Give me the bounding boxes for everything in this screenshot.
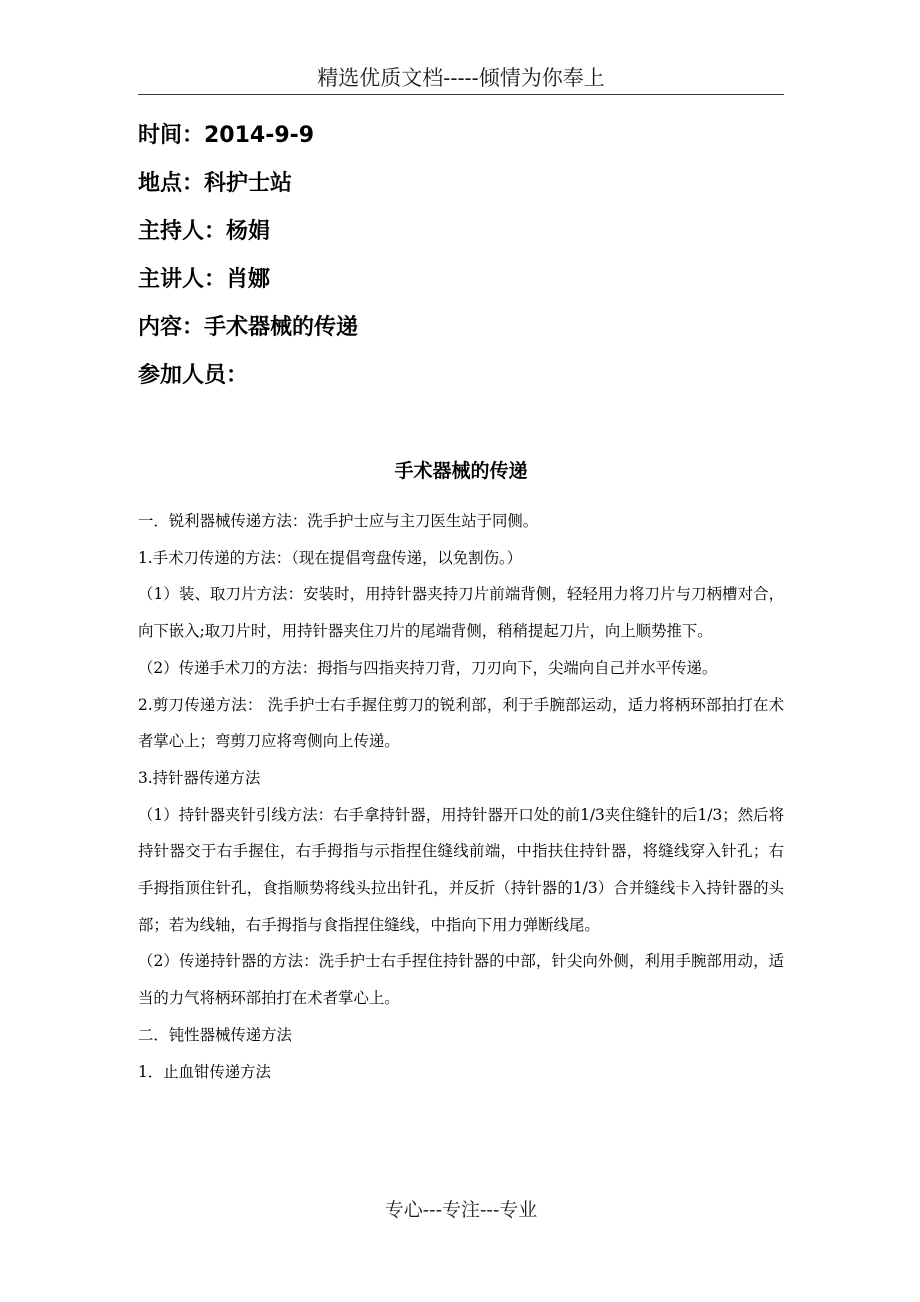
header-divider xyxy=(138,94,784,95)
paragraph: 一．锐利器械传递方法：洗手护士应与主刀医生站于同侧。 xyxy=(138,512,539,530)
paragraph: （2）传递持针器的方法：洗手护士右手捏住持针器的中部，针尖向外侧，利用手腕部用动，适当的力气将柄环部拍打在术者掌心上。 xyxy=(138,952,784,1008)
paragraph: 3.持针器传递方法 xyxy=(138,768,261,787)
meeting-time: 时间：2014-9-9 xyxy=(138,123,315,148)
meeting-place: 地点：科护士站 xyxy=(138,171,293,196)
document-title: 手术器械的传递 xyxy=(394,460,528,482)
paragraph: （1）装、取刀片方法：安装时，用持针器夹持刀片前端背侧，轻轻用力将刀片与刀柄槽对合，向下嵌入;取刀片时，用持针器夹住刀片的尾端背侧，稍稍提起刀片，向上顺势推下。 xyxy=(138,585,784,641)
page-header: 精选优质文档-----倾情为你奉上 xyxy=(317,66,605,90)
paragraph: 1．止血钳传递方法 xyxy=(138,1062,271,1081)
meeting-content: 内容：手术器械的传递 xyxy=(138,315,359,340)
meeting-speaker: 主讲人：肖娜 xyxy=(138,267,271,292)
meeting-info xyxy=(138,112,784,400)
paragraph: 1.手术刀传递的方法：（现在提倡弯盘传递，以免割伤。） xyxy=(138,548,523,567)
paragraph: （1）持针器夹针引线方法：右手拿持针器，用持针器开口处的前1/3夹住缝针的后1/3；然后将持针器交于右手握住，右手拇指与示指捏住缝线前端，中指扶住持针器，将缝线穿入针孔；右手拇指顶住针孔，食指顺势将线头拉出针孔，并反折（持针器的1/3）合并缝线卡入持针器的头部；若为线轴，右手拇指与食指捏住缝线，中指向下用力弹断线尾。 xyxy=(138,805,784,934)
meeting-host: 主持人：杨娟 xyxy=(138,219,271,244)
paragraph: 二．钝性器械传递方法 xyxy=(138,1025,292,1044)
paragraph: （2）传递手术刀的方法：拇指与四指夹持刀背，刀刃向下，尖端向自己并水平传递。 xyxy=(138,658,718,677)
meeting-participants: 参加人员： xyxy=(138,363,249,388)
page-footer: 专心---专注---专业 xyxy=(384,1199,538,1221)
paragraph: 2.剪刀传递方法： 洗手护士右手握住剪刀的锐利部，利于手腕部运动，适力将柄环部拍打在术者掌心上；弯剪刀应将弯侧向上传递。 xyxy=(138,695,784,751)
document-body xyxy=(138,503,784,1090)
